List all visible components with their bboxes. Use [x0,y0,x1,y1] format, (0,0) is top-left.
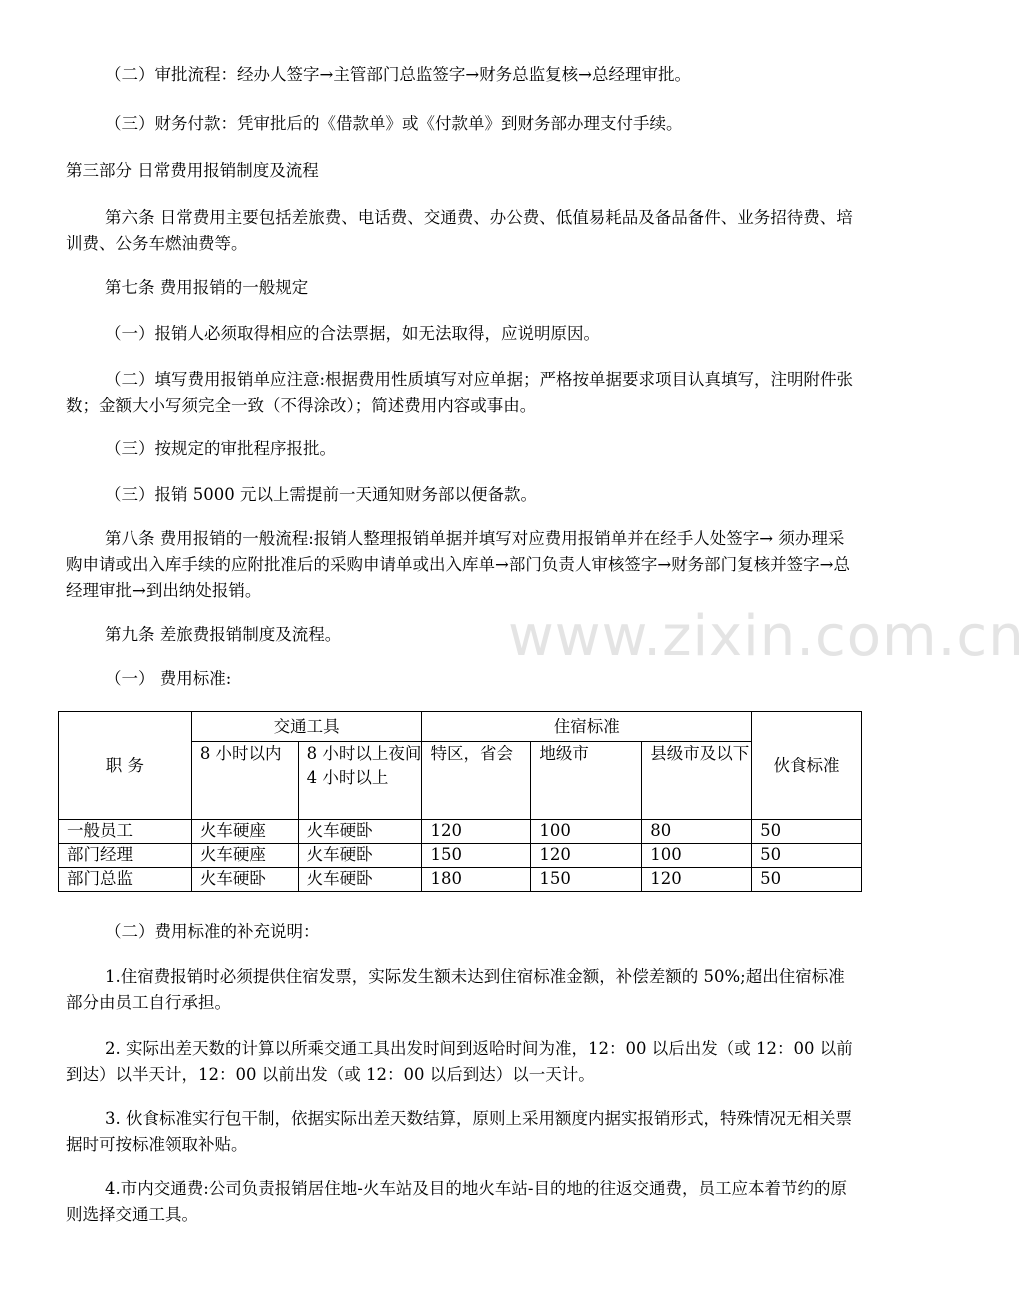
watermark: www.zixin.com.cn [508,604,1025,669]
article-6: 第六条 日常费用主要包括差旅费、电话费、交通费、办公费、低值易耗品及备品备件、业务招待费、培训费、公务车燃油费等。 [66,208,853,253]
cell-lodging-province: 180 [422,868,531,892]
article-7: 第七条 费用报销的一般规定 [105,278,309,297]
cell-meal: 50 [752,868,862,892]
cell-lodging-county: 100 [642,844,752,868]
rule-3: （三）按规定的审批程序报批。 [105,439,336,458]
cell-transport-long: 火车硬卧 [298,844,422,868]
header-lodging-county: 县级市及以下 [642,742,752,820]
table-row [59,868,862,892]
cell-meal: 50 [752,820,862,844]
cell-lodging-prefecture: 150 [531,868,642,892]
supplement-3: 3. 伙食标准实行包干制，依据实际出差天数结算，原则上采用额度内据实报销形式，特殊情况无相关票据时可按标准领取补贴。 [66,1109,852,1154]
cell-lodging-prefecture: 100 [531,820,642,844]
cell-position: 一般员工 [59,820,192,844]
cell-transport-short: 火车硬座 [191,820,298,844]
cell-lodging-province: 120 [422,820,531,844]
approval-process: （二）审批流程：经办人签字→主管部门总监签字→财务总监复核→总经理审批。 [105,65,691,84]
cell-lodging-province: 150 [422,844,531,868]
cell-position: 部门总监 [59,868,192,892]
cell-transport-short: 火车硬座 [191,844,298,868]
cell-lodging-prefecture: 120 [531,844,642,868]
article-9: 第九条 差旅费报销制度及流程。 [105,625,342,644]
article-8: 第八条 费用报销的一般流程:报销人整理报销单据并填写对应费用报销单并在经手人处签字→ 须办理采购申请或出入库手续的应附批准后的采购申请单或出入库单→部门负责人审核签字→财务部门复核并签字→总经理审批→到出纳处报销。 [66,529,850,600]
rule-2: （二）填写费用报销单应注意:根据费用性质填写对应单据；严格按单据要求项目认真填写，注明附件张数；金额大小写须完全一致（不得涂改）；简述费用内容或事由。 [66,370,854,415]
cell-lodging-county: 120 [642,868,752,892]
rule-4: （三）报销 5000 元以上需提前一天通知财务部以便备款。 [105,485,537,504]
section-heading: 第三部分 日常费用报销制度及流程 [66,161,319,180]
supplement-2: 2. 实际出差天数的计算以所乘交通工具出发时间到返哈时间为准，12：00 以后出发（或 12：00 以前到达）以半天计，12：00 以前出发（或 12：00 以后到达）以一天计。 [66,1039,853,1084]
expense-standard-heading: （一） 费用标准: [105,669,232,688]
supplement-1: 1.住宿费报销时必须提供住宿发票，实际发生额未达到住宿标准金额，补偿差额的 50%;超出住宿标准部分由员工自行承担。 [66,967,845,1012]
header-lodging-province: 特区，省会 [422,742,531,820]
header-position: 职 务 [59,712,192,820]
payment-process: （三）财务付款：凭审批后的《借款单》或《付款单》到财务部办理支付手续。 [105,114,683,133]
header-transport: 交通工具 [191,712,422,742]
header-lodging-prefecture: 地级市 [531,742,642,820]
cell-position: 部门经理 [59,844,192,868]
table-row [59,820,862,844]
table-header-row [59,712,862,742]
cell-transport-short: 火车硬卧 [191,868,298,892]
supplement-4: 4.市内交通费:公司负责报销居住地-火车站及目的地火车站-目的地的往返交通费，员工应本着节约的原则选择交通工具。 [66,1179,847,1224]
cell-lodging-county: 80 [642,820,752,844]
table-row [59,844,862,868]
cell-transport-long: 火车硬卧 [298,820,422,844]
expense-standard-table [58,711,862,892]
supplement-heading: （二）费用标准的补充说明： [105,922,320,941]
header-meal: 伙食标准 [752,712,862,820]
header-transport-under-8h: 8 小时以内 [191,742,298,820]
header-transport-over-8h: 8 小时以上夜间 4 小时以上 [298,742,422,820]
header-lodging: 住宿标准 [422,712,752,742]
cell-transport-long: 火车硬卧 [298,868,422,892]
rule-1: （一）报销人必须取得相应的合法票据，如无法取得，应说明原因。 [105,324,600,343]
cell-meal: 50 [752,844,862,868]
